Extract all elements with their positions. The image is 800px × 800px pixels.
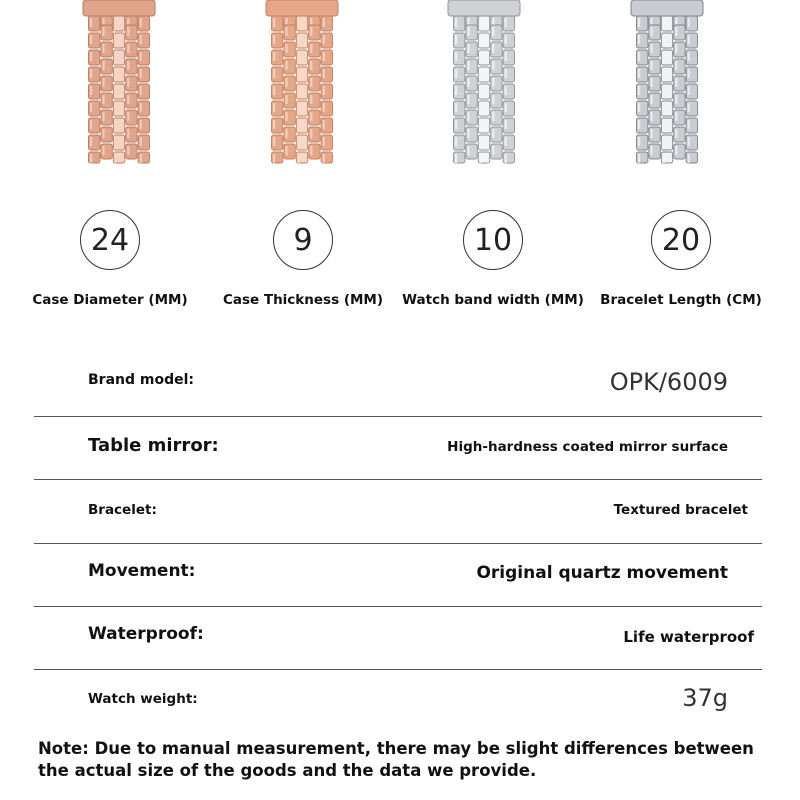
- band-link-highlight: [492, 61, 494, 70]
- band-link-highlight: [505, 154, 507, 163]
- band-link-highlight: [650, 112, 652, 121]
- band-link-highlight: [650, 61, 652, 70]
- silver-band-1: [446, 0, 522, 165]
- row-label: Bracelet:: [88, 502, 157, 518]
- band-link-highlight: [127, 129, 129, 138]
- measurement-note: Note: Due to manual measurement, there may be slight differences between the actual size of the goods and the data we provide.: [38, 739, 754, 780]
- band-link-highlight: [127, 27, 129, 36]
- row-label: Watch weight:: [88, 691, 198, 707]
- band-link-highlight: [127, 44, 129, 53]
- band-link-highlight: [90, 103, 92, 112]
- band-link-highlight: [480, 103, 482, 112]
- table-row-movement: [34, 544, 762, 607]
- band-link-highlight: [140, 120, 142, 129]
- band-link-highlight: [323, 18, 325, 27]
- band-link-highlight: [273, 154, 275, 163]
- band-link-highlight: [298, 18, 300, 27]
- band-link-highlight: [140, 137, 142, 146]
- band-graphic: [264, 0, 340, 165]
- band-link-highlight: [298, 154, 300, 163]
- band-link-highlight: [650, 129, 652, 138]
- band-link-highlight: [505, 69, 507, 78]
- band-link-highlight: [102, 112, 104, 121]
- band-link-highlight: [467, 78, 469, 87]
- band-link-highlight: [285, 112, 287, 121]
- table-row-mirror: [34, 417, 762, 480]
- band-link-highlight: [273, 120, 275, 129]
- band-link-highlight: [273, 103, 275, 112]
- band-lug: [631, 0, 703, 16]
- spec-label: Case Diameter (MM): [32, 292, 188, 308]
- band-link-highlight: [650, 146, 652, 155]
- band-link-highlight: [675, 27, 677, 36]
- band-link-highlight: [310, 129, 312, 138]
- band-link-highlight: [273, 35, 275, 44]
- band-link-highlight: [480, 137, 482, 146]
- spec-value-circle: 10: [463, 210, 523, 270]
- rose-gold-band-1: [81, 0, 157, 165]
- band-link-highlight: [505, 86, 507, 95]
- band-link-highlight: [127, 78, 129, 87]
- band-link-highlight: [492, 27, 494, 36]
- band-link-highlight: [140, 154, 142, 163]
- row-label: Brand model:: [88, 372, 195, 388]
- band-link-highlight: [688, 69, 690, 78]
- band-link-highlight: [102, 95, 104, 104]
- band-link-highlight: [480, 52, 482, 61]
- band-link-highlight: [688, 137, 690, 146]
- silver-band-2: [629, 0, 705, 165]
- spec-label: Case Thickness (MM): [222, 292, 384, 308]
- band-link-highlight: [455, 154, 457, 163]
- band-link-highlight: [90, 69, 92, 78]
- band-link-highlight: [455, 18, 457, 27]
- band-link-highlight: [273, 52, 275, 61]
- band-link-highlight: [663, 103, 665, 112]
- table-row-bracelet: [34, 480, 762, 544]
- band-link-highlight: [273, 137, 275, 146]
- band-link-highlight: [298, 69, 300, 78]
- band-link-highlight: [663, 18, 665, 27]
- band-link-highlight: [480, 35, 482, 44]
- band-link-highlight: [310, 146, 312, 155]
- band-link-highlight: [127, 95, 129, 104]
- band-link-highlight: [323, 120, 325, 129]
- spec-case-thickness: [203, 210, 403, 308]
- band-link-highlight: [323, 137, 325, 146]
- band-link-highlight: [480, 154, 482, 163]
- band-link-highlight: [688, 120, 690, 129]
- band-link-highlight: [102, 27, 104, 36]
- row-value: Textured bracelet: [613, 502, 748, 518]
- row-value: High-hardness coated mirror surface: [447, 439, 728, 455]
- band-link-highlight: [90, 35, 92, 44]
- band-link-highlight: [480, 120, 482, 129]
- band-link-highlight: [455, 52, 457, 61]
- band-link-highlight: [663, 35, 665, 44]
- band-link-highlight: [455, 137, 457, 146]
- band-link-highlight: [90, 52, 92, 61]
- band-link-highlight: [298, 137, 300, 146]
- band-link-highlight: [688, 86, 690, 95]
- band-graphic: [446, 0, 522, 165]
- band-link-highlight: [455, 86, 457, 95]
- band-link-highlight: [273, 18, 275, 27]
- band-link-highlight: [492, 95, 494, 104]
- band-link-highlight: [115, 120, 117, 129]
- band-link-highlight: [140, 86, 142, 95]
- band-link-highlight: [663, 120, 665, 129]
- band-link-highlight: [492, 112, 494, 121]
- band-link-highlight: [115, 35, 117, 44]
- band-link-highlight: [298, 52, 300, 61]
- row-label: Table mirror:: [88, 435, 219, 456]
- band-link-highlight: [90, 120, 92, 129]
- band-graphic: [81, 0, 157, 165]
- band-link-highlight: [140, 69, 142, 78]
- table-row-weight: [34, 670, 762, 732]
- band-link-highlight: [323, 154, 325, 163]
- band-link-highlight: [455, 35, 457, 44]
- band-link-highlight: [285, 95, 287, 104]
- band-link-highlight: [638, 18, 640, 27]
- band-lug: [448, 0, 520, 16]
- band-link-highlight: [115, 154, 117, 163]
- band-link-highlight: [663, 69, 665, 78]
- spec-band-width: [393, 210, 593, 308]
- band-link-highlight: [675, 78, 677, 87]
- band-link-highlight: [285, 44, 287, 53]
- band-link-highlight: [310, 78, 312, 87]
- band-link-highlight: [323, 35, 325, 44]
- band-link-highlight: [102, 44, 104, 53]
- band-lug: [83, 0, 155, 16]
- spec-value-circle: 9: [273, 210, 333, 270]
- spec-value-circle: 24: [80, 210, 140, 270]
- band-link-highlight: [140, 18, 142, 27]
- band-link-highlight: [323, 52, 325, 61]
- rose-gold-band-2: [264, 0, 340, 165]
- band-link-highlight: [127, 112, 129, 121]
- band-link-highlight: [115, 18, 117, 27]
- band-link-highlight: [102, 78, 104, 87]
- band-link-highlight: [480, 18, 482, 27]
- band-link-highlight: [663, 154, 665, 163]
- band-link-highlight: [663, 86, 665, 95]
- band-link-highlight: [492, 44, 494, 53]
- band-link-highlight: [650, 95, 652, 104]
- band-link-highlight: [675, 61, 677, 70]
- band-link-highlight: [310, 95, 312, 104]
- band-link-highlight: [675, 95, 677, 104]
- spec-label: Watch band width (MM): [402, 292, 584, 308]
- band-link-highlight: [675, 129, 677, 138]
- band-link-highlight: [323, 86, 325, 95]
- band-link-highlight: [638, 137, 640, 146]
- band-link-highlight: [688, 35, 690, 44]
- band-link-highlight: [285, 27, 287, 36]
- band-link-highlight: [480, 86, 482, 95]
- band-link-highlight: [467, 112, 469, 121]
- band-link-highlight: [675, 44, 677, 53]
- band-link-highlight: [675, 146, 677, 155]
- spec-value-circle: 20: [651, 210, 711, 270]
- band-link-highlight: [467, 146, 469, 155]
- band-graphic: [629, 0, 705, 165]
- band-link-highlight: [650, 27, 652, 36]
- band-link-highlight: [323, 69, 325, 78]
- band-link-highlight: [505, 35, 507, 44]
- band-link-highlight: [467, 44, 469, 53]
- band-link-highlight: [323, 103, 325, 112]
- band-link-highlight: [285, 129, 287, 138]
- band-link-highlight: [310, 61, 312, 70]
- band-link-highlight: [492, 78, 494, 87]
- band-link-highlight: [102, 129, 104, 138]
- band-link-highlight: [115, 52, 117, 61]
- row-value: Life waterproof: [623, 628, 754, 646]
- band-lug: [266, 0, 338, 16]
- band-link-highlight: [115, 86, 117, 95]
- band-link-highlight: [650, 44, 652, 53]
- band-link-highlight: [688, 103, 690, 112]
- spec-case-diameter: [10, 210, 210, 308]
- band-link-highlight: [638, 35, 640, 44]
- band-link-highlight: [273, 69, 275, 78]
- band-link-highlight: [505, 120, 507, 129]
- band-link-highlight: [115, 69, 117, 78]
- band-link-highlight: [638, 120, 640, 129]
- band-link-highlight: [638, 154, 640, 163]
- band-link-highlight: [102, 146, 104, 155]
- band-link-highlight: [638, 103, 640, 112]
- band-link-highlight: [492, 146, 494, 155]
- band-link-highlight: [675, 112, 677, 121]
- band-link-highlight: [638, 86, 640, 95]
- band-link-highlight: [285, 146, 287, 155]
- band-link-highlight: [467, 61, 469, 70]
- band-link-highlight: [115, 103, 117, 112]
- band-link-highlight: [140, 103, 142, 112]
- band-link-highlight: [90, 18, 92, 27]
- row-label: Waterproof:: [88, 624, 204, 644]
- band-link-highlight: [663, 52, 665, 61]
- spec-bracelet-length: [581, 210, 781, 308]
- row-value: 37g: [682, 684, 728, 712]
- band-link-highlight: [467, 129, 469, 138]
- watch-band-images: [0, 0, 800, 170]
- band-link-highlight: [467, 27, 469, 36]
- band-link-highlight: [310, 44, 312, 53]
- band-link-highlight: [140, 35, 142, 44]
- band-link-highlight: [298, 120, 300, 129]
- band-link-highlight: [638, 69, 640, 78]
- band-link-highlight: [688, 154, 690, 163]
- band-link-highlight: [90, 86, 92, 95]
- spec-label: Bracelet Length (CM): [600, 292, 762, 308]
- band-link-highlight: [298, 103, 300, 112]
- band-link-highlight: [467, 95, 469, 104]
- band-link-highlight: [455, 103, 457, 112]
- row-value: OPK/6009: [609, 368, 728, 396]
- band-link-highlight: [505, 103, 507, 112]
- band-link-highlight: [273, 86, 275, 95]
- band-link-highlight: [505, 18, 507, 27]
- row-value: Original quartz movement: [476, 563, 728, 583]
- band-link-highlight: [505, 137, 507, 146]
- band-link-highlight: [310, 112, 312, 121]
- band-link-highlight: [115, 137, 117, 146]
- band-link-highlight: [140, 52, 142, 61]
- band-link-highlight: [127, 146, 129, 155]
- band-link-highlight: [285, 61, 287, 70]
- band-link-highlight: [102, 61, 104, 70]
- band-link-highlight: [638, 52, 640, 61]
- band-link-highlight: [650, 78, 652, 87]
- band-link-highlight: [127, 61, 129, 70]
- band-link-highlight: [310, 27, 312, 36]
- band-link-highlight: [688, 18, 690, 27]
- band-link-highlight: [688, 52, 690, 61]
- band-link-highlight: [285, 78, 287, 87]
- band-link-highlight: [90, 137, 92, 146]
- band-link-highlight: [90, 154, 92, 163]
- band-link-highlight: [455, 120, 457, 129]
- band-link-highlight: [298, 86, 300, 95]
- band-link-highlight: [505, 52, 507, 61]
- table-row-brand: [34, 354, 762, 417]
- band-link-highlight: [480, 69, 482, 78]
- band-link-highlight: [455, 69, 457, 78]
- table-row-waterproof: [34, 607, 762, 670]
- band-link-highlight: [492, 129, 494, 138]
- band-link-highlight: [663, 137, 665, 146]
- band-link-highlight: [298, 35, 300, 44]
- row-label: Movement:: [88, 561, 196, 581]
